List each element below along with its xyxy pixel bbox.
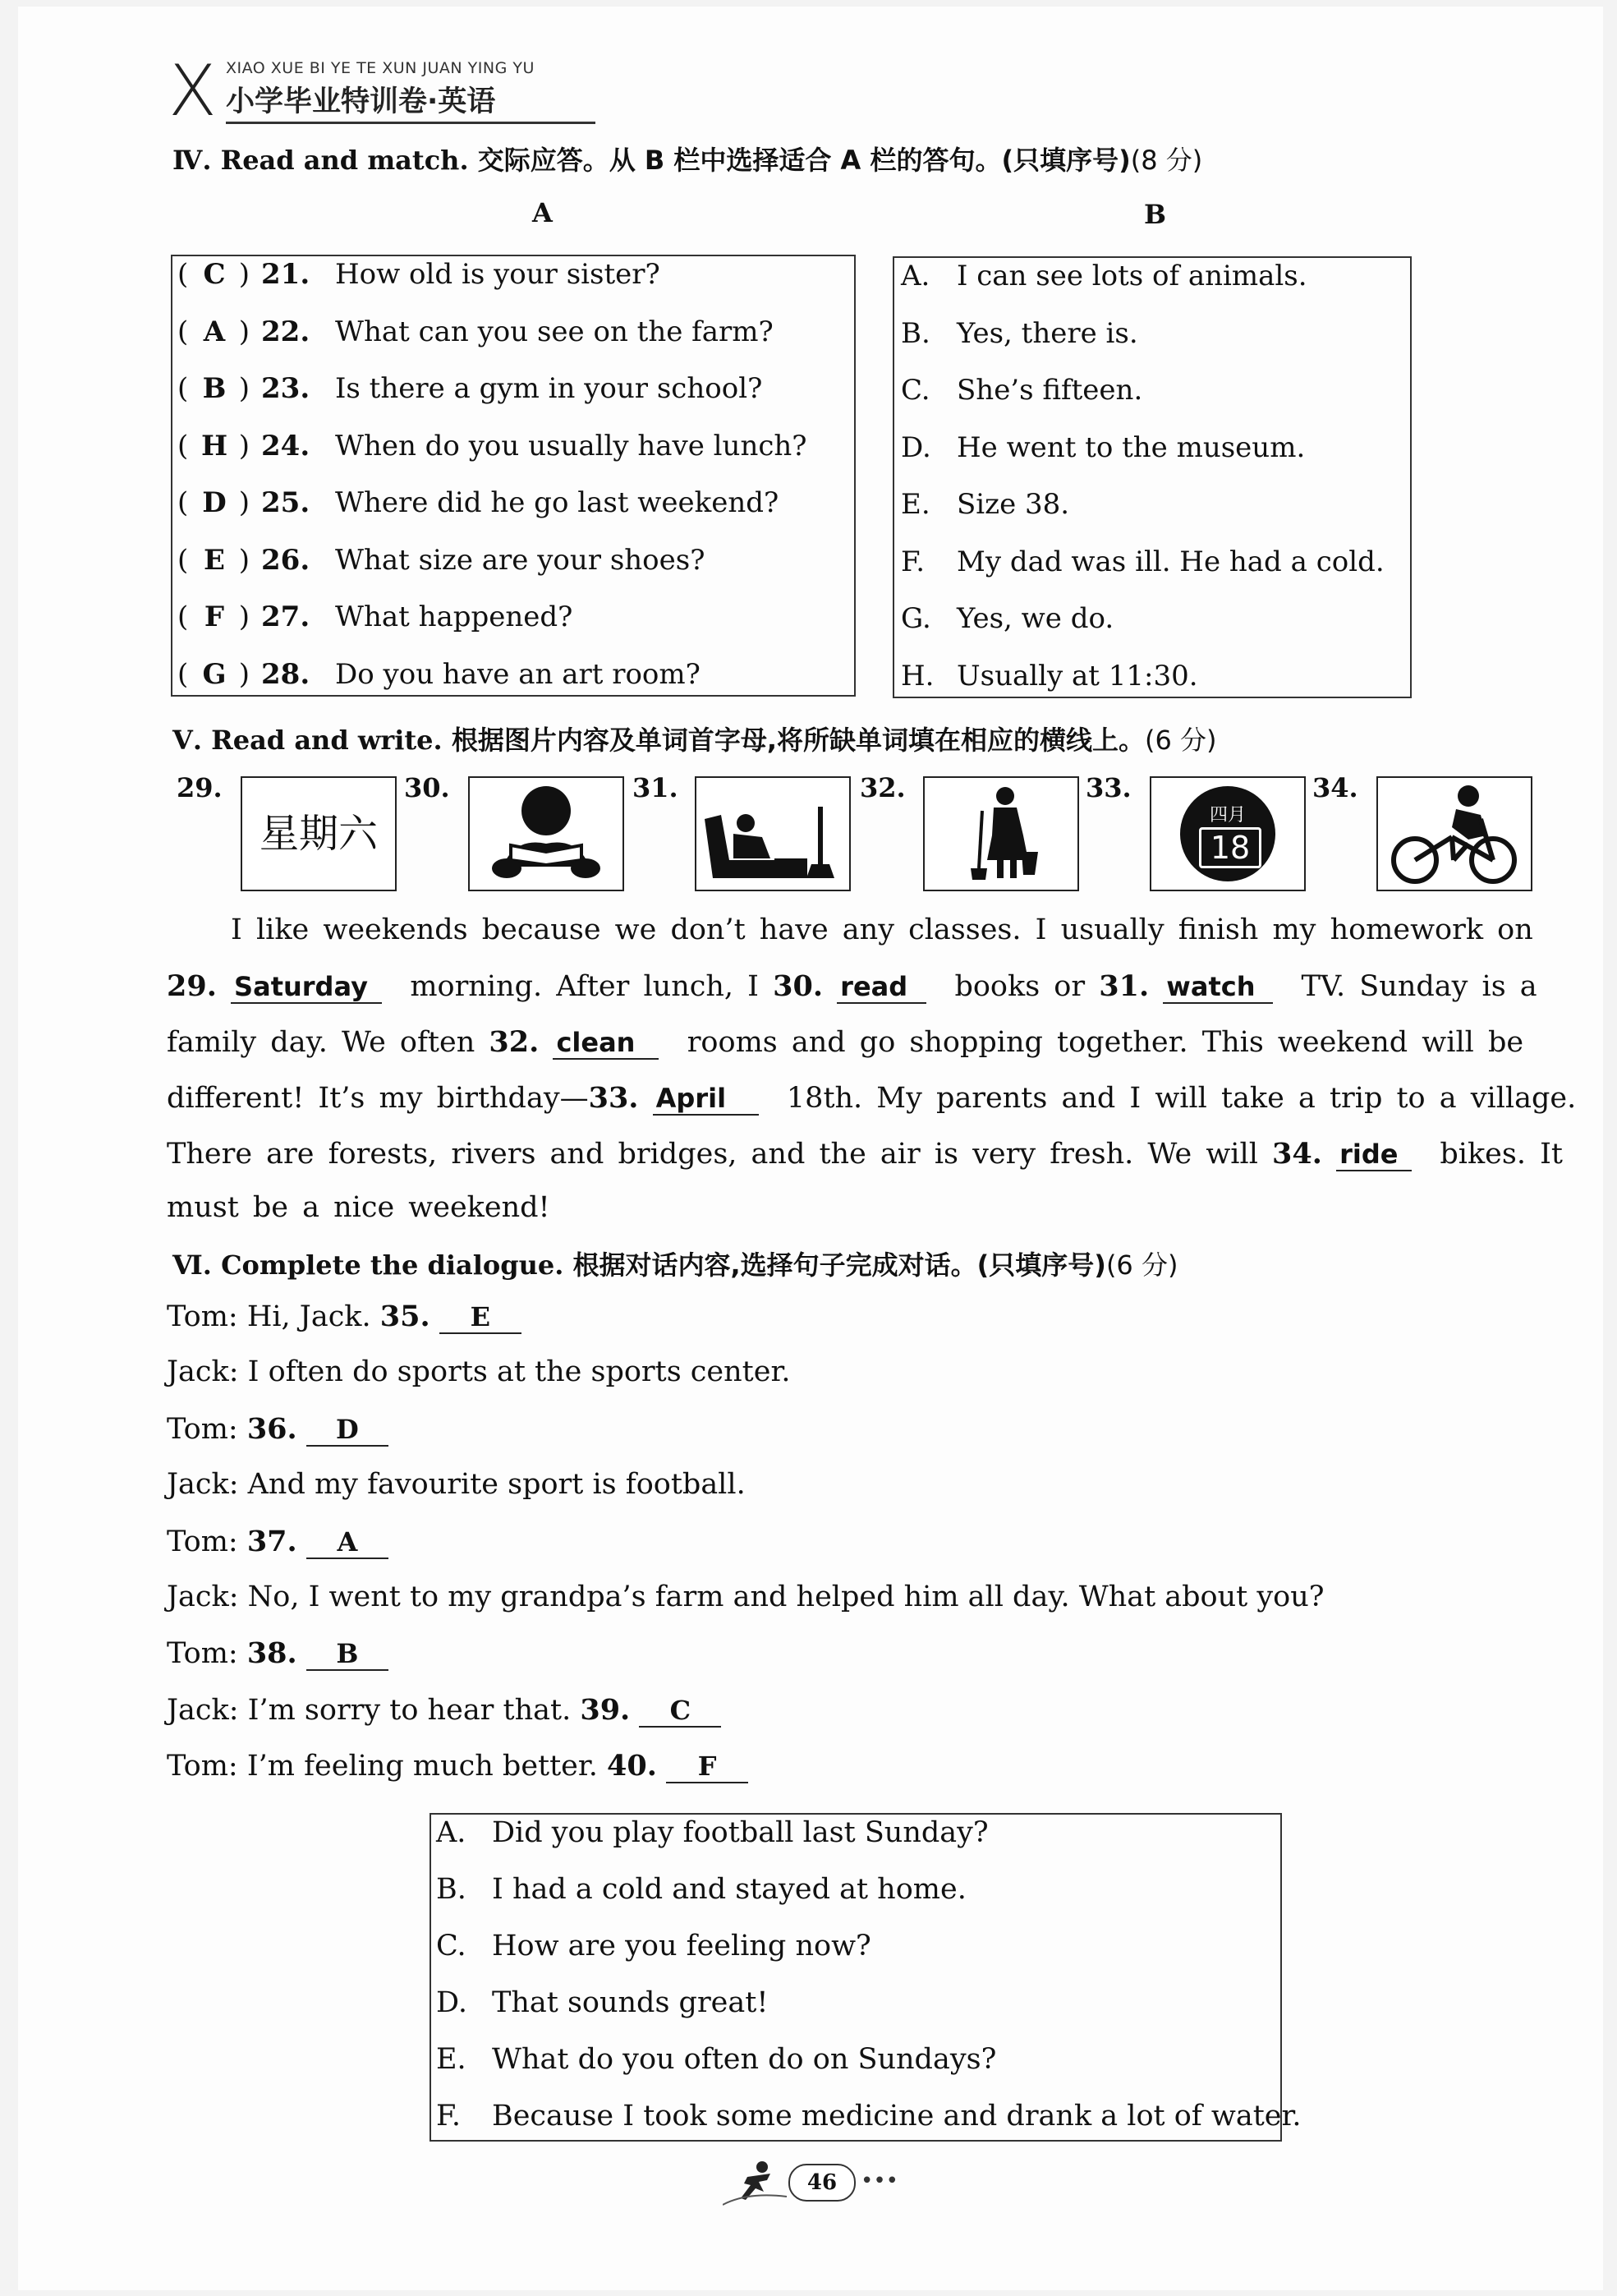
blank-33-answer: April (653, 1083, 759, 1116)
question-row (177, 372, 762, 405)
paren-open: ( (177, 657, 189, 691)
cycling-icon (1376, 776, 1532, 891)
dialogue-option-row (436, 1930, 871, 1962)
picture-31-number: 31. (632, 772, 678, 803)
dialogue-text: I’m feeling much better. (246, 1750, 598, 1783)
dialogue-speaker: Tom: (167, 1300, 238, 1333)
answer-option-row (901, 488, 1069, 521)
answer-option-row (901, 660, 1198, 692)
answer-option-text: Yes, we do. (957, 602, 1114, 635)
dialogue-text: I often do sports at the sports center. (247, 1355, 791, 1389)
picture-29-saturday (241, 776, 397, 891)
question-number: 23. (261, 372, 310, 405)
answer-option-row (901, 260, 1307, 292)
header-title: 小学毕业特训卷·英语 (226, 85, 496, 118)
dialogue-blank-answer: D (306, 1414, 388, 1447)
passage-line-2-part-d: TV. Sunday is a (1301, 970, 1537, 1003)
answer-option-text: Size 38. (957, 488, 1070, 521)
picture-34-number: 34. (1312, 772, 1358, 803)
passage-line-6: must be a nice weekend! (167, 1191, 550, 1224)
paren-open: ( (177, 315, 189, 348)
dialogue-option-row (436, 1986, 768, 2019)
paren-close: ) (238, 429, 250, 462)
dialogue-blank-number: 37. (246, 1524, 297, 1558)
page-footer (723, 2159, 903, 2208)
dialogue-option-text: What do you often do on Sundays? (492, 2043, 997, 2076)
section-6-points: (6 分) (1105, 1249, 1178, 1281)
blank-34-answer: ride (1336, 1139, 1412, 1171)
passage-line-4-part-a: different! It’s my birthday— (167, 1082, 589, 1115)
dialogue-option-letter: B. (436, 1873, 466, 1906)
answer-option-text: He went to the museum. (957, 430, 1306, 464)
footer-dots: ••• (861, 2169, 899, 2193)
section-4-title-en: Read and match. (220, 145, 469, 176)
dialogue-option-text: I had a cold and stayed at home. (492, 1873, 967, 1906)
section-6-title-cn: 根据对话内容,选择句子完成对话。(只填序号) (572, 1249, 1106, 1281)
question-row (177, 600, 572, 633)
answer-option-letter: F. (901, 545, 926, 578)
dialogue-options-box (430, 1813, 1302, 2142)
dialogue-blank-number: 39. (580, 1692, 631, 1727)
dialogue-text: Hi, Jack. (246, 1300, 371, 1333)
paren-close: ) (238, 657, 250, 691)
dialogue-speaker: Tom: (167, 1525, 238, 1558)
dialogue-blank-number: 40. (607, 1749, 657, 1783)
question-number: 25. (261, 486, 310, 519)
cycling-illustration (1378, 778, 1531, 890)
cleaning-illustration (925, 778, 1077, 890)
question-row (177, 315, 774, 348)
dialogue-line (167, 1300, 521, 1334)
question-number: 27. (261, 600, 310, 633)
question-row (177, 430, 807, 462)
cleaning-icon (923, 776, 1079, 891)
dialogue-blank-number: 38. (246, 1636, 297, 1671)
question-answer: G (202, 657, 227, 691)
answer-option-letter: D. (901, 430, 931, 464)
passage-line-4-part-b: 18th. My parents and I will take a trip to a village. (786, 1082, 1577, 1115)
dialogue-blank-answer: A (306, 1526, 388, 1559)
dialogue-blank-number: 36. (246, 1411, 297, 1446)
header-pinyin: XIAO XUE BI YE TE XUN JUAN YING YU (226, 59, 535, 77)
blank-34-number: 34. (1272, 1137, 1322, 1171)
passage-line-1: I like weekends because we don’t have any classes. I usually finish my homework on (231, 913, 1533, 946)
question-row (177, 544, 705, 577)
dialogue-option-text: Because I took some medicine and drank a lot of water. (492, 2100, 1302, 2133)
answer-option-text: Usually at 11:30. (957, 659, 1198, 692)
question-row (177, 258, 660, 291)
section-5-points: (6 分) (1144, 725, 1217, 756)
answer-option-letter: C. (901, 374, 930, 407)
dialogue-option-letter: E. (436, 2043, 466, 2076)
dialogue-option-letter: D. (436, 1986, 467, 2019)
section-5-title-cn: 根据图片内容及单词首字母,将所缺单词填在相应的横线上。 (451, 725, 1145, 756)
dialogue-line (167, 1636, 388, 1671)
answer-option-row (901, 545, 1385, 578)
dialogue-option-row (436, 2043, 996, 2076)
question-answer: B (202, 372, 227, 405)
question-row (177, 486, 779, 519)
dialogue-line (167, 1355, 790, 1388)
question-text: When do you usually have lunch? (335, 429, 807, 462)
passage-line-2-part-b: morning. After lunch, I (410, 970, 759, 1003)
answer-option-row (901, 374, 1142, 407)
blank-29-number: 29. (167, 969, 217, 1003)
question-answer: H (200, 429, 228, 462)
calendar-icon (1150, 776, 1306, 891)
section-6-title (172, 1245, 1178, 1282)
answer-option-row (901, 431, 1305, 464)
passage-line-3-part-b: rooms and go shopping together. This weekend will be (687, 1026, 1524, 1059)
dialogue-line (167, 1581, 1325, 1613)
dialogue-speaker: Tom: (167, 1412, 238, 1446)
passage-line-5 (167, 1137, 1563, 1171)
question-number: 24. (261, 429, 310, 462)
answer-option-letter: A. (901, 260, 930, 292)
blank-30-number: 30. (773, 969, 824, 1003)
blank-31-answer: watch (1163, 971, 1273, 1004)
paren-open: ( (177, 429, 189, 462)
section-4-title (172, 140, 1202, 177)
paren-close: ) (238, 600, 250, 633)
question-number: 22. (261, 315, 310, 348)
page-number: 46 (788, 2164, 856, 2202)
picture-32-number: 32. (860, 772, 906, 803)
question-text: Do you have an art room? (335, 657, 701, 691)
question-row (177, 658, 701, 691)
answer-box-b (893, 256, 1412, 698)
dialogue-blank-answer: C (639, 1695, 721, 1728)
paren-close: ) (238, 372, 250, 405)
dialogue-option-letter: C. (436, 1930, 466, 1962)
question-answer: D (202, 486, 227, 519)
blank-29-answer: Saturday (231, 971, 382, 1004)
passage-line-5-part-b: bikes. It (1440, 1138, 1563, 1171)
blank-31-number: 31. (1099, 969, 1150, 1003)
picture-33-number: 33. (1086, 772, 1132, 803)
section-5-title (172, 720, 1217, 757)
answer-option-text: My dad was ill. He had a cold. (957, 545, 1385, 578)
question-text: What happened? (335, 600, 573, 633)
dialogue-line (167, 1693, 721, 1728)
paren-open: ( (177, 543, 189, 577)
column-b-header: B (1144, 199, 1167, 230)
reading-illustration (470, 778, 622, 890)
question-text: Where did he go last weekend? (335, 486, 779, 519)
dialogue-option-letter: F. (436, 2100, 461, 2133)
paren-open: ( (177, 372, 189, 405)
paren-close: ) (238, 543, 250, 577)
dialogue-speaker: Tom: (167, 1637, 238, 1671)
dialogue-option-row (436, 1816, 989, 1849)
question-box-a (171, 255, 856, 697)
dialogue-blank-number: 35. (379, 1300, 430, 1333)
picture-30-number: 30. (404, 772, 450, 803)
question-answer: C (203, 258, 226, 291)
paren-open: ( (177, 486, 189, 519)
blank-32-number: 32. (489, 1025, 540, 1059)
blank-30-answer: read (837, 971, 926, 1004)
answer-option-row (901, 602, 1114, 635)
picture-29-label: 星期六 (259, 811, 378, 857)
dialogue-blank-answer: E (439, 1301, 521, 1334)
dialogue-line (167, 1412, 388, 1447)
passage-line-3 (167, 1025, 1546, 1060)
answer-option-text: She’s fifteen. (957, 374, 1143, 407)
paren-close: ) (238, 315, 250, 348)
page-header (168, 50, 595, 132)
section-5-numeral: Ⅴ. (172, 725, 202, 756)
question-number: 26. (261, 543, 310, 577)
dialogue-speaker: Jack: (167, 1468, 239, 1502)
section-4-title-cn: 交际应答。从 B 栏中选择适合 A 栏的答句。(只填序号) (477, 145, 1131, 176)
calendar-day: 18 (1199, 827, 1261, 868)
passage-line-2 (167, 969, 1546, 1004)
dialogue-speaker: Jack: (167, 1693, 239, 1727)
section-6-numeral: Ⅵ. (172, 1249, 212, 1281)
dialogue-text: I’m sorry to hear that. (247, 1693, 572, 1727)
watching-tv-icon (695, 776, 851, 891)
dialogue-blank-answer: F (666, 1751, 748, 1783)
question-text: What size are your shoes? (335, 543, 705, 577)
dialogue-option-letter: A. (436, 1816, 466, 1849)
column-a-header: A (532, 197, 553, 228)
section-4-points: (8 分) (1130, 145, 1203, 176)
question-text: Is there a gym in your school? (335, 372, 763, 405)
calendar-month: 四月 (1209, 805, 1246, 826)
passage-line-3-part-a: family day. We often (167, 1026, 475, 1059)
answer-option-row (901, 317, 1138, 350)
dialogue-text: No, I went to my grandpa’s farm and helped him all day. What about you? (247, 1581, 1325, 1613)
dialogue-line (167, 1468, 746, 1501)
paren-open: ( (177, 600, 189, 633)
answer-option-letter: G. (901, 602, 931, 635)
dialogue-option-text: How are you feeling now? (492, 1930, 871, 1962)
dialogue-option-text: That sounds great! (492, 1986, 769, 2019)
answer-option-text: Yes, there is. (957, 316, 1138, 350)
dialogue-text: And my favourite sport is football. (247, 1468, 746, 1502)
logo-letter: X (168, 50, 217, 132)
passage-line-2-part-c: books or (954, 970, 1086, 1003)
header-underline (226, 122, 595, 124)
dialogue-line (167, 1525, 388, 1559)
paren-open: ( (177, 258, 189, 291)
question-text: How old is your sister? (335, 258, 660, 291)
dialogue-option-text: Did you play football last Sunday? (492, 1816, 989, 1849)
section-5-title-en: Read and write. (211, 725, 443, 756)
question-text: What can you see on the farm? (335, 315, 774, 348)
passage-line-4 (167, 1081, 1577, 1116)
dialogue-speaker: Jack: (167, 1581, 239, 1613)
blank-32-answer: clean (553, 1027, 659, 1060)
section-6-title-en: Complete the dialogue. (221, 1249, 564, 1281)
dialogue-option-row (436, 2100, 1302, 2133)
question-number: 21. (261, 258, 310, 291)
section-4-numeral: Ⅳ. (172, 145, 212, 176)
paren-close: ) (238, 486, 250, 519)
answer-option-letter: B. (901, 316, 930, 350)
question-answer: F (204, 600, 225, 633)
answer-option-text: I can see lots of animals. (957, 260, 1307, 292)
dialogue-speaker: Tom: (167, 1750, 238, 1783)
answer-option-letter: E. (901, 488, 930, 521)
runner-icon (723, 2159, 788, 2208)
dialogue-blank-answer: B (306, 1638, 388, 1671)
dialogue-line (167, 1749, 748, 1783)
question-number: 28. (261, 657, 310, 691)
blank-33-number: 33. (588, 1081, 639, 1115)
dialogue-speaker: Jack: (167, 1355, 239, 1389)
paren-close: ) (238, 258, 250, 291)
question-answer: A (203, 315, 226, 348)
watching-tv-illustration (696, 778, 849, 890)
passage-line-5-part-a: There are forests, rivers and bridges, and the air is very fresh. We will (167, 1138, 1258, 1171)
dialogue-option-row (436, 1873, 967, 1906)
answer-option-letter: H. (901, 659, 935, 692)
reading-icon (468, 776, 624, 891)
question-answer: E (204, 543, 225, 577)
picture-29-number: 29. (177, 772, 223, 803)
